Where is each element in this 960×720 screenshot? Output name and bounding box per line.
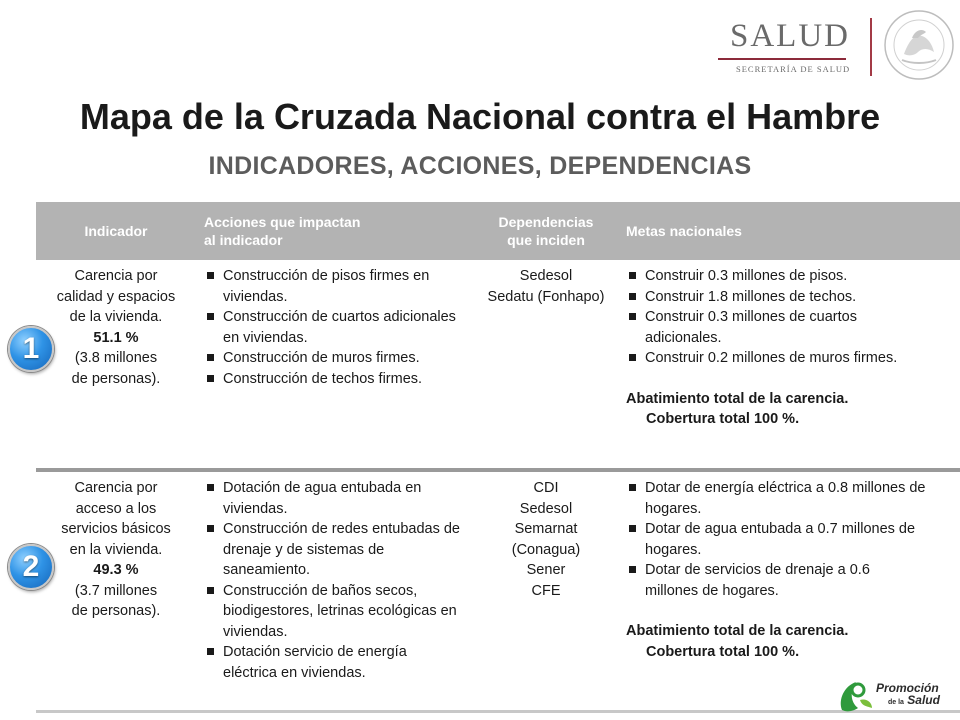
indicators-table [36,202,960,713]
salud-logo-subtitle: SECRETARÍA DE SALUD [736,64,851,74]
header-dependencias-line2: que inciden [507,232,585,248]
dependencia-item: CFE [531,582,561,599]
table-row [36,472,960,713]
meta-item: Dotar de energía eléctrica a 0.8 millones de hogares. [626,478,926,519]
meta-item: Dotar de agua entubada a 0.7 millones de hogares. [626,519,926,560]
header-acciones-line2: al indicador [204,232,283,248]
indicador-line: acceso a los [75,500,157,517]
indicador-line: de la vivienda. [69,309,163,325]
page-title: Mapa de la Cruzada Nacional contra el Hambre [79,96,881,137]
header-acciones-line1: Acciones que impactan [204,214,361,230]
metas-cell [626,266,926,430]
header-metas: Metas nacionales [626,223,742,239]
header-acciones [204,202,444,260]
dependencia-item: Sedesol [519,268,573,284]
header-dependencias [466,202,626,260]
indicador-line: Carencia por [74,268,158,284]
header-dependencias-line1: Dependencias [498,214,594,230]
abatimiento-text: Abatimiento total de la carencia. [626,390,849,407]
indicador-percent: 51.1 % [93,329,139,346]
accion-item: Construcción de muros firmes. [204,348,462,369]
abatimiento-text: Abatimiento total de la carencia. [626,623,849,639]
cobertura-text: Cobertura total 100 %. [646,411,800,427]
number-badge-2: 2 [8,544,54,590]
indicador-people: de personas). [71,603,161,619]
salud-logo-word: SALUD [730,18,851,54]
meta-item: Construir 0.2 millones de muros firmes. [626,348,926,369]
promo-line2: Salud [907,693,940,707]
indicador-people: (3.8 millones [74,350,158,366]
table-header [36,202,960,260]
dependencia-item: Sedesol [519,500,573,517]
accion-item: Dotación servicio de energía eléctrica en viviendas. [204,642,462,683]
indicador-people: (3.7 millones [74,582,158,599]
indicador-line: servicios básicos [61,521,171,537]
cobertura-text: Cobertura total 100 %. [646,643,800,660]
meta-item: Construir 0.3 millones de cuartos adicionales. [626,307,926,348]
accion-item: Construcción de techos firmes. [204,369,462,390]
indicador-line: en la vivienda. [69,541,163,558]
accion-item: Construcción de pisos firmes en viviendas. [204,266,462,307]
dependencia-item: CDI [533,480,559,496]
accion-item: Dotación de agua entubada en viviendas. [204,478,462,519]
indicador-line: Carencia por [74,480,158,496]
accion-item: Construcción de baños secos, biodigestores, letrinas ecológicas en viviendas. [204,581,462,643]
promo-de: de la [888,699,904,706]
promocion-salud-text [876,682,940,709]
accion-item: Construcción de redes entubadas de drenaje y de sistemas de saneamiento. [204,519,462,581]
salud-logo-rule [718,58,846,60]
meta-item: Construir 1.8 millones de techos. [626,287,926,308]
header-indicador: Indicador [84,223,148,239]
indicador-cell [36,478,196,622]
dependencias-cell [466,266,626,307]
dependencia-item: Sener [526,562,566,578]
acciones-cell [204,478,462,683]
dependencias-cell [466,478,626,601]
table-row [36,260,960,472]
meta-item: Dotar de servicios de drenaje a 0.6 millones de hogares. [626,560,926,601]
metas-cell [626,478,926,662]
dependencia-item: Sedatu (Fonhapo) [487,288,605,305]
mexico-seal-icon [882,8,956,82]
logo-divider [870,18,872,76]
salud-logo [718,14,856,74]
indicador-line: calidad y espacios [56,288,176,305]
promocion-salud-icon [836,674,876,716]
indicador-percent: 49.3 % [93,562,139,578]
page-subtitle: INDICADORES, ACCIONES, DEPENDENCIAS [208,152,752,180]
accion-item: Construcción de cuartos adicionales en viviendas. [204,307,462,348]
indicador-people: de personas). [71,370,161,387]
promo-line1: Promoción [876,681,939,695]
meta-item: Construir 0.3 millones de pisos. [626,266,926,287]
dependencia-item: Semarnat [514,521,578,537]
indicador-cell [36,266,196,389]
number-badge-1: 1 [8,326,54,372]
promocion-salud-logo [836,674,954,716]
acciones-cell [204,266,462,389]
dependencia-item: (Conagua) [511,541,581,558]
